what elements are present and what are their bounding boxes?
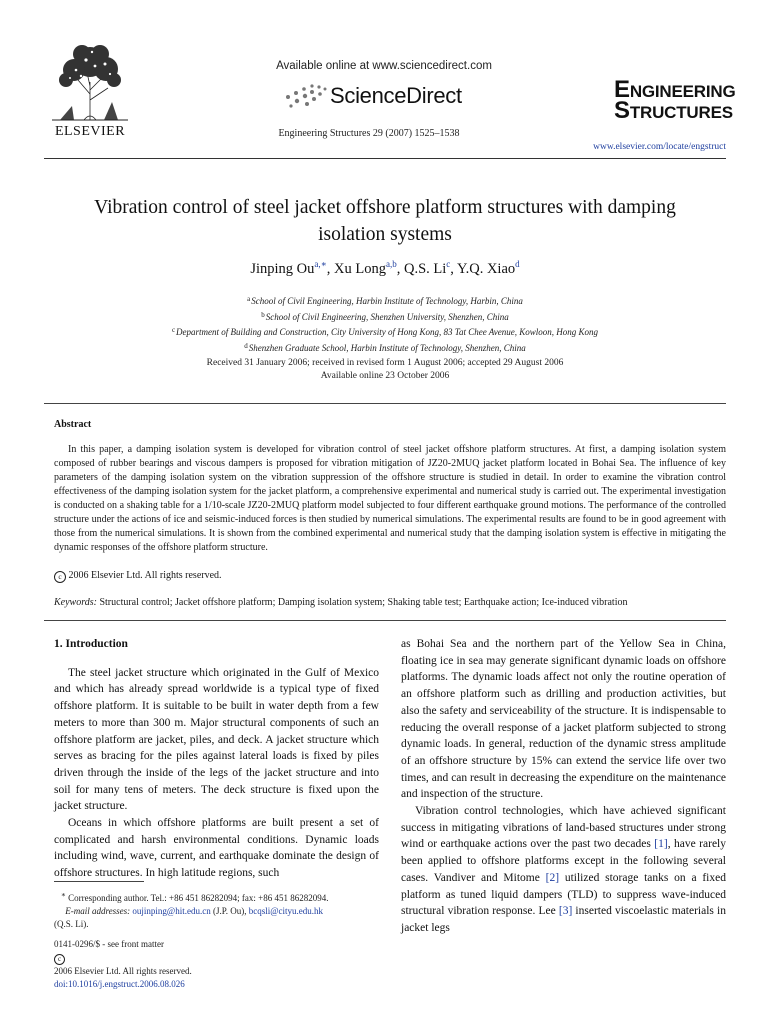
section-heading: 1. Introduction [54, 638, 128, 650]
body-paragraph: Oceans in which offshore platforms are built present a set of complicated and harsh environmental conditions. Dynamic loads including wind, wave, current, and earthquake dominate the design of offshore structures. In high latitude regions, such [54, 817, 379, 880]
front-matter [54, 938, 192, 991]
received-dates: Received 31 January 2006; received in revised form 1 August 2006; accepted 29 August 2006 [206, 358, 564, 368]
affiliation-marker: d [244, 341, 248, 350]
footnote-rule [54, 881, 144, 882]
author-separator: , [396, 261, 404, 277]
journal-url-link[interactable]: www.elsevier.com/locate/engstruct [593, 142, 726, 152]
body-text: Vibration control technologies, which have achieved significant success in mitigating vibrations of land-based structures under strong wind or earthquake actions over the past two decades [401, 805, 726, 851]
citation-link[interactable]: [3] [558, 905, 573, 918]
elsevier-logo [48, 42, 132, 142]
article-history [44, 357, 726, 383]
affiliation-marker: a [247, 295, 251, 303]
affiliation-text: Department of Building and Construction, City University of Hong Kong, 83 Tat Chee Avenue, Kowloon, Hong Kong [176, 327, 599, 337]
abstract-copyright [54, 570, 222, 583]
right-column [401, 636, 726, 937]
body-text: inserted viscoelastic materials in jacket legs [401, 905, 726, 934]
journal-logo-initial-e: E [614, 76, 630, 103]
author-name: Q.S. Li [403, 261, 447, 277]
doi-link[interactable]: doi:10.1016/j.engstruct.2006.08.026 [54, 979, 185, 989]
email-owner: (J.P. Ou), [210, 906, 249, 916]
affiliation-text: School of Civil Engineering, Shenzhen University, Shenzhen, China [265, 311, 509, 322]
keywords-label: Keywords: [54, 597, 97, 608]
abstract-body [54, 443, 726, 555]
affiliation-item [44, 340, 726, 356]
author-affiliation-marker[interactable]: c [446, 259, 451, 269]
body-text: , have rarely been applied to offshore platforms except in the following several cases. Vandiver and Mitome [401, 838, 726, 884]
affiliation-item [44, 324, 726, 340]
affiliation-text: School of Civil Engineering, Harbin Institute of Technology, Harbin, China [251, 296, 523, 306]
affiliation-item [44, 293, 726, 309]
affiliation-item [44, 309, 726, 325]
email-label: E-mail addresses: [65, 906, 131, 916]
copyright-icon: c [54, 954, 65, 965]
author-separator: , [326, 261, 335, 277]
affiliation-list [44, 293, 726, 355]
author-name: Xu Long [334, 261, 386, 277]
copyright-text: 2006 Elsevier Ltd. All rights reserved. [54, 966, 192, 976]
engineering-structures-logo [614, 76, 736, 124]
email-link[interactable]: bcqsli@cityu.edu.hk [248, 906, 323, 916]
header-divider [44, 158, 726, 159]
elsevier-wordmark: ELSEVIER [54, 124, 126, 139]
affiliation-marker: b [261, 310, 265, 319]
article-title [44, 194, 726, 248]
corresponding-author-footnote [54, 888, 384, 931]
author-list [44, 259, 726, 278]
author-name: Y.Q. Xiao [457, 261, 516, 277]
citation-link[interactable]: [2] [545, 871, 560, 884]
abstract-paragraph: In this paper, a damping isolation system is developed for vibration control of steel jacket offshore platform structures. At first, a damping isolation system composed of rubber bearings and viscous dampers is proposed for vibration mitigation of JZ20-2MUQ jacket platform located in Bohai Sea. The influence of key parameters of the damping isolation system on the vibration suppression of the offshore structure is studied in detail. In order to examine the vibration control effectiveness of the damping isolation system for the jacket platform, a comprehensive experimental and numerical study is carried out. The experimental investigation is conducted on a shaking table for a 1/10-scale JZ20-2MUQ platform model subjected to four different earthquake ground motions. The performance of the controlled structure under the actions of ice and seismic-induced forces is then studied by numerical simulations. The experimental results are found to be in good agreement with those from the numerical simulations. It is shown from the combined experimental and numerical study that the damping isolation system is effective in mitigating the dynamic responses of the offshore platform structure. [54, 444, 726, 553]
email-link[interactable]: oujinping@hit.edu.cn [132, 906, 211, 916]
left-column [54, 636, 379, 882]
keywords [54, 597, 726, 608]
body-paragraph [401, 803, 726, 937]
title-line-1: Vibration control of steel jacket offshore platform structures with damping [94, 197, 676, 218]
issn-text: 0141-0296/$ - see front matter [54, 939, 164, 949]
author-affiliation-marker[interactable]: d [515, 259, 520, 269]
available-online-date: Available online 23 October 2006 [320, 371, 450, 381]
copyright-icon: c [54, 571, 66, 583]
journal-reference: Engineering Structures 29 (2007) 1525–1538 [278, 128, 460, 139]
footnote-line [54, 888, 384, 905]
abstract-top-rule [44, 403, 726, 404]
corresponding-author-text: Corresponding author. Tel.: +86 451 86282094; fax: +86 451 86282094. [68, 893, 329, 903]
body-paragraph: as Bohai Sea and the northern part of the Yellow Sea in China, floating ice in sea may generate significant dynamic loads on offshore platforms. The dynamic loads affect not only the routine operation of an offshore platform such as drilling and production activities, but also the safety and serviceability of the structure. It is indispensable to reducing the overall response of a jacket platform subjected to strong dynamic loads. In general, reduction of the dynamic stress amplitude of an offshore structure by 15% can extend the service life over two times, and can result in decreasing the expenditure on the maintenance and inspection of the structure. [401, 638, 726, 801]
abstract-heading: Abstract [54, 419, 92, 430]
available-online-text: Available online at www.sciencedirect.com [276, 60, 492, 72]
keywords-list: Structural control; Jacket offshore platform; Damping isolation system; Shaking table test; Earthquake action; Ice-induced vibration [99, 597, 628, 608]
footnote-marker: ∗ [60, 890, 66, 899]
journal-logo-line1: NGINEERING [629, 82, 736, 101]
author-affiliation-marker[interactable]: a,∗ [314, 259, 327, 269]
journal-logo-line2: TRUCTURES [629, 103, 733, 122]
author-affiliation-marker[interactable]: a,b [385, 259, 397, 269]
body-paragraph: The steel jacket structure which originated in the Gulf of Mexico and which has already spread worldwide is a typical type of fixed offshore platform. It is suitable to be built in water depth from a few meters to more than 300 m. Major structural components of such an offshore platform are jacket, piles, and deck. A jacket structure which serves as bracing for the piles against lateral loads is fixed by piles driven through the inside of the legs of the jacket structure and into soil for many tens of meters. The deck structure is fixed upon the jacket structure. [54, 666, 379, 813]
abstract-bottom-rule [44, 620, 726, 621]
sciencedirect-wordmark: ScienceDirect [330, 83, 462, 108]
affiliation-text: Shenzhen Graduate School, Harbin Institute of Technology, Shenzhen, China [248, 342, 526, 353]
footnote-line [54, 905, 384, 918]
sciencedirect-dots-icon [282, 83, 328, 109]
affiliation-marker: c [171, 326, 176, 334]
elsevier-tree-icon [48, 42, 132, 122]
email-owner: (Q.S. Li). [54, 919, 89, 929]
body-text: utilized storage tanks on a fixed platform as tuned liquid dampers (TLD) to suppress wave-induced structural vibration response. Lee [401, 871, 726, 918]
author-name: Jinping Ou [250, 261, 315, 277]
sciencedirect-logo [282, 80, 462, 112]
title-line-2: isolation systems [318, 224, 452, 245]
issn-line [54, 938, 192, 978]
citation-link[interactable]: [1] [654, 838, 668, 851]
journal-logo-initial-s: S [614, 97, 630, 124]
author-separator: , [450, 261, 457, 277]
copyright-text: 2006 Elsevier Ltd. All rights reserved. [68, 570, 222, 581]
